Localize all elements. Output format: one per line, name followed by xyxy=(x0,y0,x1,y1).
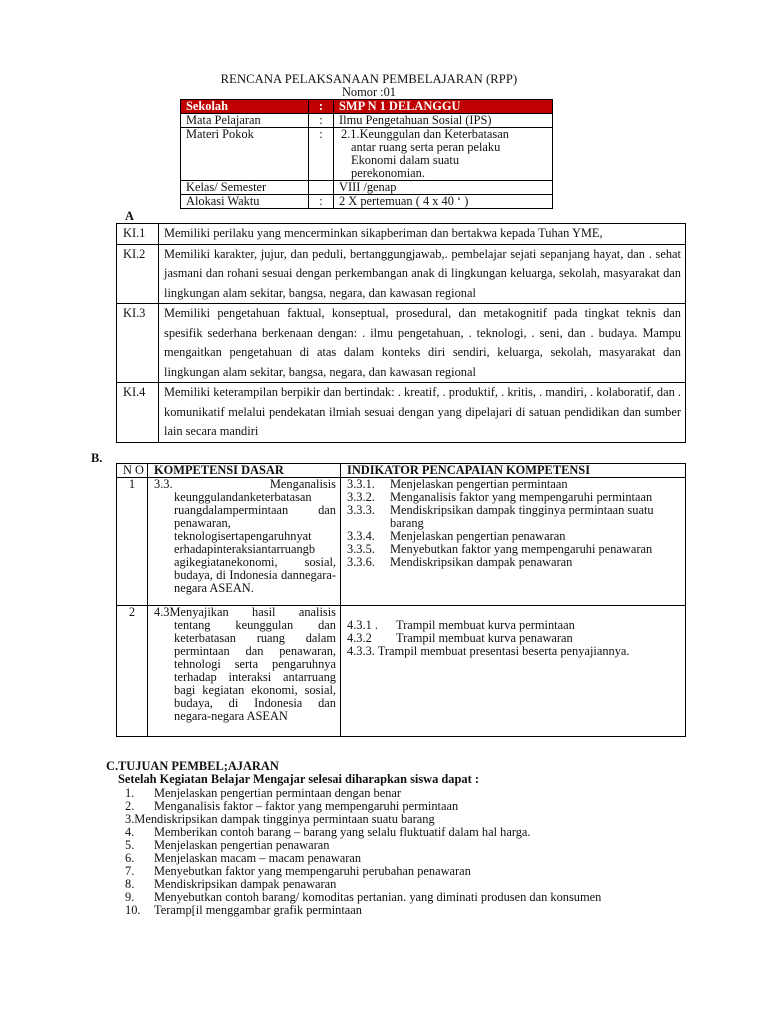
document-number: Nomor :01 xyxy=(341,85,397,99)
competency-indicator-table xyxy=(116,463,686,737)
ki-text: Memiliki perilaku yang mencerminkan sikapberiman dan bertakwa kepada Tuhan YME, xyxy=(159,224,686,245)
identity-row-subject xyxy=(181,114,553,128)
column-header-ipk: INDIKATOR PENCAPAIAN KOMPETENSI xyxy=(341,464,686,478)
item-text: Menyebutkan faktor yang mempengaruhi perubahan penawaran xyxy=(154,864,471,878)
ki-text: Memiliki keterampilan berpikir dan bertindak: . kreatif, . produktif, . kritis, . mandiri, . kolaboratif, dan . komunikatif melalui pendekatan ilmiah sesuai dengan yang dipelajari di satuan pendidikan dan sumber lain secara mandiri xyxy=(159,383,686,443)
identity-row-topic xyxy=(181,128,553,181)
ki-text: Memiliki pengetahuan faktual, konseptual, prosedural, dan metakognitif pada tingkat teknis dan spesifik sederhana berkenaan dengan: . ilmu pengetahuan, . teknologi, . seni, dan . budaya. Mampu mengaitkan pengetahuan di atas dalam konteks diri sendiri, keluarga, sekolah, masyarakat dan lingkungan alam sekitar, bangsa, negara, dan kawasan regional xyxy=(159,304,686,383)
indicator-number: 3.3.2. xyxy=(347,490,375,504)
indicator-cell xyxy=(341,606,686,737)
identity-value: Ilmu Pengetahuan Sosial (IPS) xyxy=(334,114,553,128)
kd-text xyxy=(154,478,336,595)
ki-code: KI.4 xyxy=(117,383,159,443)
indicator-cell xyxy=(341,478,686,606)
section-c-subheading: Setelah Kegiatan Belajar Mengajar selesai diharapkan siswa dapat : xyxy=(118,772,479,786)
row-number: 2 xyxy=(117,606,148,737)
item-text: Menjelaskan pengertian penawaran xyxy=(154,838,330,852)
indicator-item xyxy=(347,556,681,569)
identity-value: VIII /genap xyxy=(334,181,553,195)
ki-code: KI.2 xyxy=(117,244,159,304)
item-text: Menganalisis faktor – faktor yang mempengaruhi permintaan xyxy=(154,799,459,813)
item-text: Menyebutkan contoh barang/ komoditas pertanian. yang diminati produsen dan konsumen xyxy=(154,890,602,904)
indicator-text: Menjelaskan pengertian permintaan xyxy=(390,477,568,491)
ki-code: KI.1 xyxy=(117,224,159,245)
identity-row-time xyxy=(181,195,553,209)
topic-line: Ekonomi dalam suatu xyxy=(351,153,460,167)
ki-code: KI.3 xyxy=(117,304,159,383)
table-row xyxy=(117,606,686,737)
indicator-item xyxy=(347,504,681,530)
section-c-heading: C.TUJUAN PEMBEL;AJARAN xyxy=(106,759,279,773)
item-text: Menjelaskan macam – macam penawaran xyxy=(154,851,362,865)
item-number: 10. xyxy=(125,903,141,917)
identity-label: Mata Pelajaran xyxy=(181,114,309,128)
indicator-item xyxy=(347,645,681,658)
indicator-number: 3.3.5. xyxy=(347,542,375,556)
identity-separator: : xyxy=(309,114,334,128)
indicator-number: 3.3.6. xyxy=(347,555,375,569)
item-number: 6. xyxy=(125,851,135,865)
identity-value-multiline xyxy=(334,128,553,181)
kd-body: tentang keunggulan dan keterbatasan ruang dalam permintaan dan penawaran, tehnologi serta pengaruhnya terhadap interaksi antarruang bagi kegiatan ekonomi, sosial, budaya, di Indonesia dan negara-negara ASEAN xyxy=(174,618,336,723)
table-row xyxy=(117,304,686,383)
identity-value: 2 X pertemuan ( 4 x 40 ‘ ) xyxy=(334,195,553,209)
indicator-text: 4.3.3. Trampil membuat presentasi beserta penyajiannya. xyxy=(347,644,630,658)
identity-table xyxy=(180,99,553,209)
topic-line: perekonomian. xyxy=(351,166,425,180)
column-header-kd: KOMPETENSI DASAR xyxy=(148,464,341,478)
table-row xyxy=(117,478,686,606)
kd-heading: 4.3Menyajikan hasil analisis xyxy=(154,605,336,619)
identity-label: Sekolah xyxy=(181,100,309,114)
row-number: 1 xyxy=(117,478,148,606)
ki-text: Memiliki karakter, jujur, dan peduli, bertanggungjawab,. pembelajar sejati sepanjang hayat, dan . sehat jasmani dan rohani sesuai dengan perkembangan anak di lingkungan keluarga, sekolah, masyarakat dan lingkungan alam sekitar, bangsa, negara, dan kawasan regional xyxy=(159,244,686,304)
indicator-text: Mendiskripsikan dampak penawaran xyxy=(390,555,573,569)
indicator-number: 3.3.3. xyxy=(347,503,375,517)
item-number: 8. xyxy=(125,877,135,891)
identity-separator: : xyxy=(309,195,334,209)
kd-heading: 3.3. Menganalisis xyxy=(154,477,336,491)
identity-separator: : xyxy=(309,128,334,181)
indicator-text: Trampil membuat kurva permintaan xyxy=(390,618,575,632)
indicator-text: Menjelaskan pengertian penawaran xyxy=(390,529,566,543)
kd-text xyxy=(154,606,336,723)
item-number: 4. xyxy=(125,825,135,839)
item-number: 5. xyxy=(125,838,135,852)
core-competency-table xyxy=(116,223,686,443)
page-title: RENCANA PELAKSANAAN PEMBELAJARAN (RPP) xyxy=(220,72,518,86)
item-number: 3. xyxy=(125,812,135,826)
item-number: 7. xyxy=(125,864,135,878)
identity-label: Alokasi Waktu xyxy=(181,195,309,209)
item-number: 2. xyxy=(125,799,135,813)
table-header-row xyxy=(117,464,686,478)
kd-body: keunggulandanketerbatasan ruangdalampermintaan dan penawaran, teknologisertapengaruhnyat erhadapinteraksiantarruangb agikegiatanekonomi, sosial, budaya, di Indonesia dannegara-negara ASEAN. xyxy=(174,490,336,595)
indicator-text: Trampil membuat kurva penawaran xyxy=(390,631,573,645)
indicator-number: 3.3.4. xyxy=(347,529,375,543)
indicator-number: 4.3.1 . xyxy=(347,618,378,632)
indicator-text: Menganalisis faktor yang mempengaruhi permintaan xyxy=(390,490,653,504)
item-number: 1. xyxy=(125,786,135,800)
identity-label: Materi Pokok xyxy=(181,128,309,181)
item-text: Menjelaskan pengertian permintaan dengan benar xyxy=(154,786,402,800)
identity-separator xyxy=(309,181,334,195)
item-text: Memberikan contoh barang – barang yang selalu fluktuatif dalam hal harga. xyxy=(154,825,531,839)
column-header-no: N O xyxy=(117,464,148,478)
identity-label: Kelas/ Semester xyxy=(181,181,309,195)
table-row xyxy=(117,383,686,443)
section-a-letter: A xyxy=(125,209,134,223)
identity-row-school xyxy=(181,100,553,114)
item-text: Mendiskripsikan dampak tingginya permintaan suatu barang xyxy=(134,812,435,826)
kd-cell xyxy=(148,606,341,737)
list-item xyxy=(125,904,685,917)
item-text: Mendiskripsikan dampak penawaran xyxy=(154,877,337,891)
identity-row-class xyxy=(181,181,553,195)
table-row xyxy=(117,244,686,304)
indicator-number: 3.3.1. xyxy=(347,477,375,491)
kd-cell xyxy=(148,478,341,606)
indicator-number: 4.3.2 xyxy=(347,631,372,645)
table-row xyxy=(117,224,686,245)
item-text: Teramp[il menggambar grafik permintaan xyxy=(154,903,362,917)
identity-value: SMP N 1 DELANGGU xyxy=(334,100,553,114)
indicator-text: Mendiskripsikan dampak tingginya permintaan suatu barang xyxy=(390,503,654,530)
topic-line: antar ruang serta peran pelaku xyxy=(351,140,501,154)
item-number: 9. xyxy=(125,890,135,904)
topic-line: 2.1.Keunggulan dan Keterbatasan xyxy=(341,127,509,141)
objectives-list xyxy=(125,787,685,917)
identity-separator: : xyxy=(309,100,334,114)
section-b-letter: B. xyxy=(91,451,103,465)
indicator-text: Menyebutkan faktor yang mempengaruhi penawaran xyxy=(390,542,653,556)
